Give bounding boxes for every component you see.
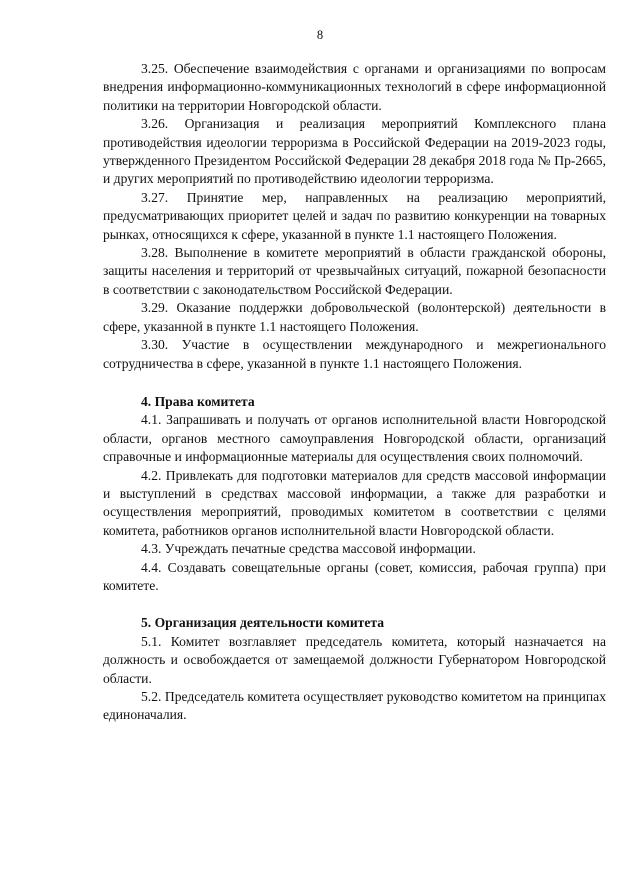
- section-4-heading: 4. Права комитета: [141, 393, 255, 409]
- section-5-heading: 5. Организация деятельности комитета: [141, 615, 385, 631]
- paragraph-3-26: 3.26. Организация и реализация мероприятий Комплексного плана противодействия идеологии терроризма в Российской Федерации на 2019-2023 годы, утвержденного Президентом Российской Федерации 28 декабря 2018 года № Пр-2665, и других мероприятий по противодействию идеологии терроризма.: [103, 116, 606, 187]
- paragraph-4-1: 4.1. Запрашивать и получать от органов исполнительной власти Новгородской области, органов местного самоуправления Новгородской области, организаций справочные и информационные материалы для осуществления своих полномочий.: [103, 412, 606, 465]
- page-number: 8: [316, 28, 324, 42]
- document-body: [103, 60, 606, 725]
- paragraph-3-25: 3.25. Обеспечение взаимодействия с органами и организациями по вопросам внедрения информационно-коммуникационных технологий в сфере информационной политики на территории Новгородской области.: [103, 61, 606, 113]
- paragraph-4-3: 4.3. Учреждать печатные средства массовой информации.: [141, 541, 476, 557]
- section-spacer: [103, 373, 606, 393]
- section-spacer: [103, 595, 606, 614]
- paragraph-3-27: 3.27. Принятие мер, направленных на реализацию мероприятий, предусматривающих приоритет целей и задач по развитию конкуренции на товарных рынках, относящихся к сфере, указанной в пункте 1.1 настоящего Положения.: [103, 189, 606, 242]
- paragraph-3-28: 3.28. Выполнение в комитете мероприятий в области гражданской обороны, защиты населения и территорий от чрезвычайных ситуаций, пожарной безопасности в соответствии с законодательством Российской Федерации.: [103, 245, 606, 297]
- paragraph-5-2: 5.2. Председатель комитета осуществляет руководство комитетом на принципах единоначалия.: [103, 689, 606, 723]
- paragraph-4-4: 4.4. Создавать совещательные органы (совет, комиссия, рабочая группа) при комитете.: [103, 559, 606, 593]
- paragraph-4-2: 4.2. Привлекать для подготовки материалов для средств массовой информации и выступлений в средствах массовой информации, а также для разработки и осуществления мероприятий, проводимых комитетом в соответствии с целями комитета, работников органов исполнительной власти Новгородской области.: [103, 467, 606, 538]
- paragraph-3-30: 3.30. Участие в осуществлении международного и межрегионального сотрудничества в сфере, указанной в пункте 1.1 настоящего Положения.: [103, 337, 606, 371]
- paragraph-3-29: 3.29. Оказание поддержки добровольческой (волонтерской) деятельности в сфере, указанной в пункте 1.1 настоящего Положения.: [103, 300, 606, 334]
- paragraph-5-1: 5.1. Комитет возглавляет председатель комитета, который назначается на должность и освобождается от замещаемой должности Губернатором Новгородской области.: [103, 633, 606, 686]
